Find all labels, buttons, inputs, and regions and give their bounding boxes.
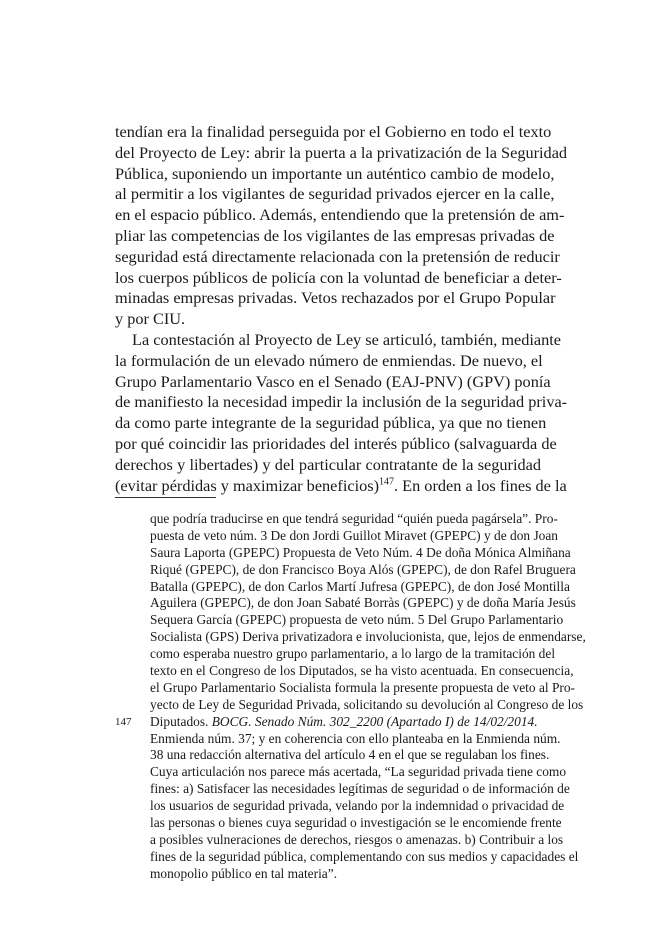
text-line: por qué coincidir las prioridades del interés público (salvaguarda de: [115, 433, 557, 453]
text-line: tendían era la finalidad perseguida por el Gobierno en todo el texto: [115, 122, 552, 141]
text-span: Diputados.: [150, 713, 212, 729]
footnote-line: Aguilera (GPEPC), de don Joan Sabaté Borràs (GPEPC) y de doña María Jesús: [150, 595, 576, 611]
footnotes: [150, 511, 586, 883]
main-text: [115, 122, 568, 496]
text-line: al permitir a los vigilantes de seguridad privados ejercer en la calle,: [115, 184, 555, 204]
footnote-line: el Grupo Parlamentario Socialista formula la presente propuesta de veto al Pro-: [150, 679, 576, 695]
text-line: de manifiesto la necesidad impedir la inclusión de la seguridad priva-: [115, 392, 568, 412]
text-line: Pública, suponiendo un importante un auténtico cambio de modelo,: [115, 163, 555, 183]
text-line: derechos y libertades) y del particular contratante de la seguridad: [115, 454, 541, 474]
footnote-line: a posibles vulneraciones de derechos, riesgos o amenazas. b) Contribuir a los: [150, 831, 564, 847]
footnote-line: puesta de veto núm. 3 De don Jordi Guillot Miravet (GPEPC) y de don Joan: [150, 527, 558, 543]
footnote-line: las personas o bienes cuya seguridad o investigación se le encomiende frente: [150, 815, 562, 831]
footnote-line: 38 una redacción alternativa del artículo 4 en el que se regulaban los fines.: [150, 747, 550, 763]
text-span: (evitar pérdidas y maximizar beneficios): [115, 475, 380, 495]
text-line: pliar las competencias de los vigilantes de las empresas privadas de: [115, 225, 555, 245]
text-line: en el espacio público. Además, entendiendo que la pretensión de am-: [115, 205, 565, 225]
footnote-separator: [115, 497, 216, 498]
footnote-line: [150, 714, 541, 731]
footnote-line: Riqué (GPEPC), de don Francisco Boya Alós (GPEPC), de don Rafel Bruguera: [150, 561, 576, 577]
footnote-line: que podría traducirse en que tendrá seguridad “quién pueda pagársela”. Pro-: [150, 511, 558, 526]
footnote-line: Batalla (GPEPC), de don Carlos Martí Jufresa (GPEPC), de don José Montilla: [150, 578, 570, 594]
footnote-line: fines de la seguridad pública, complementando con sus medios y capacidades el: [150, 848, 579, 864]
text-line: del Proyecto de Ley: abrir la puerta a la privatización de la Seguridad: [115, 142, 568, 162]
footnote-line: Saura Laporta (GPEPC) Propuesta de Veto Núm. 4 De doña Mónica Almiñana: [150, 544, 571, 560]
text-line: y por CIU.: [115, 309, 186, 329]
text-line: seguridad está directamente relacionada con la pretensión de reducir: [115, 246, 560, 266]
footnote-line: texto en el Congreso de los Diputados, se ha visto acentuada. En consecuencia,: [150, 663, 574, 679]
text-line: la formulación de un elevado número de enmiendas. De nuevo, el: [115, 350, 543, 370]
footnote-line: fines: a) Satisfacer las necesidades legítimas de seguridad o de información de: [150, 781, 570, 797]
text-line: da como parte integrante de la seguridad pública, ya que no tienen: [115, 413, 547, 433]
text-line: [115, 475, 567, 497]
footnote-line: como esperaba nuestro grupo parlamentario, a lo largo de la tramitación del: [150, 646, 556, 662]
footnote-line: monopolio público en tal materia”.: [150, 865, 338, 881]
footnote-line: Socialista (GPS) Deriva privatizadora e involucionista, que, lejos de enmendarse,: [150, 629, 586, 645]
text-line: minadas empresas privadas. Vetos rechazados por el Grupo Popular: [115, 288, 556, 308]
text-line: La contestación al Proyecto de Ley se articuló, también, mediante: [132, 329, 562, 349]
footnote-line: Sequera García (GPEPC) propuesta de veto núm. 5 Del Grupo Parlamentario: [150, 612, 564, 628]
footnote-number: 147: [115, 716, 132, 728]
text-span: . En orden a los fines de la: [394, 475, 567, 495]
citation: BOCG. Senado Núm. 302_2200 (Apartado I) de 14/02/2014.: [211, 713, 538, 729]
text-line: los cuerpos públicos de policía con la voluntad de beneficiar a deter-: [115, 267, 562, 287]
text-line: Grupo Parlamentario Vasco en el Senado (EAJ-PNV) (GPV) ponía: [115, 371, 551, 391]
footnote-line: Cuya articulación nos parece más acertada, “La seguridad privada tiene como: [150, 764, 567, 780]
footnote-line: yecto de Ley de Seguridad Privada, solicitando su devolución al Congreso de los: [150, 696, 584, 712]
footnote-line: Enmienda núm. 37; y en coherencia con ello planteaba en la Enmienda núm.: [150, 730, 561, 746]
footnote-line: los usuarios de seguridad privada, velando por la indemnidad o privacidad de: [150, 798, 565, 814]
footnote-ref-147[interactable]: 147: [379, 476, 395, 488]
